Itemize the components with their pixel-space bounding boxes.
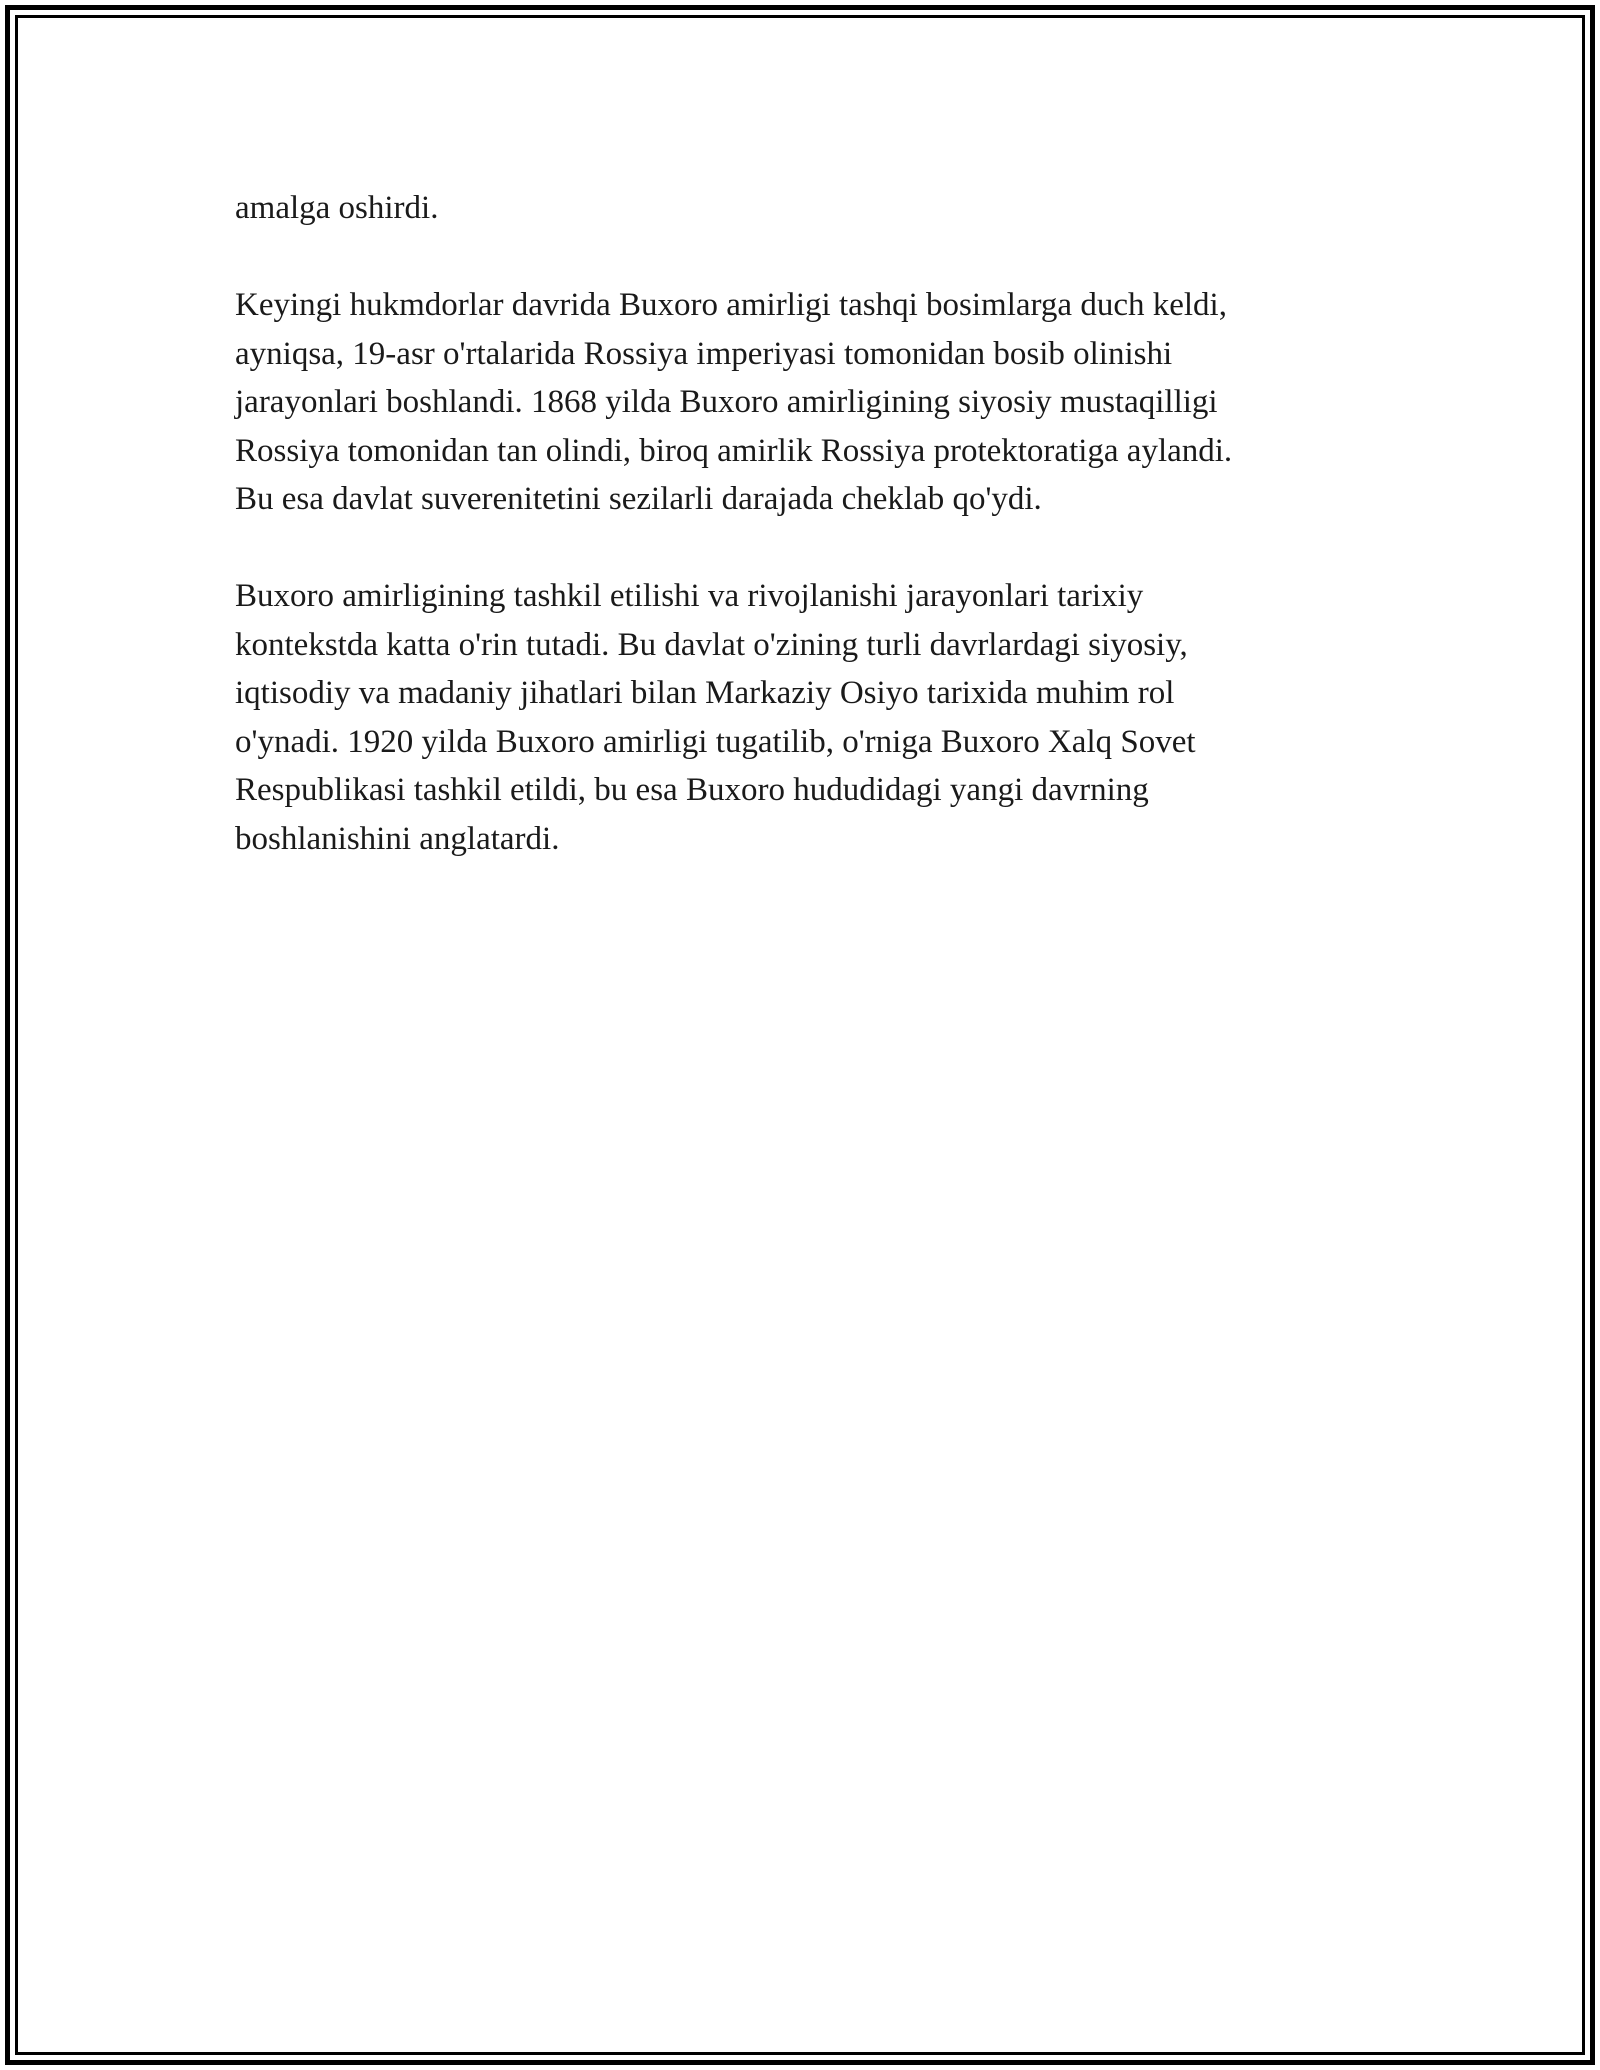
text-line: iqtisodiy va madaniy jihatlari bilan Markaziy Osiyo tarixida muhim rol bbox=[235, 675, 1175, 711]
text-line: Rossiya tomonidan tan olindi, biroq amirlik Rossiya protektoratiga aylandi. bbox=[235, 432, 1233, 469]
text-line: kontekstda katta o'rin tutadi. Bu davlat o'zining turli davrlardagi siyosiy, bbox=[235, 626, 1188, 663]
text-line: jarayonlari boshlandi. 1868 yilda Buxoro amirligining siyosiy mustaqilligi bbox=[235, 384, 1218, 420]
text-line: Bu esa davlat suverenitetini sezilarli darajada cheklab qo'ydi. bbox=[235, 481, 1042, 517]
text-line: o'ynadi. 1920 yilda Buxoro amirligi tugatilib, o'rniga Buxoro Xalq Sovet bbox=[235, 723, 1196, 760]
text-line: Buxoro amirligining tashkil etilishi va rivojlanishi jarayonlari tarixiy bbox=[235, 578, 1144, 614]
text-line: Respublikasi tashkil etildi, bu esa Buxoro hududidagi yangi davrning bbox=[235, 772, 1149, 808]
paragraph-external-pressure bbox=[235, 281, 1365, 524]
document-body bbox=[235, 184, 1365, 912]
text-line: boshlanishini anglatardi. bbox=[235, 820, 560, 857]
paragraph-historical-context bbox=[235, 572, 1365, 863]
paragraph-continuation bbox=[235, 184, 1365, 233]
text-line: Keyingi hukmdorlar davrida Buxoro amirligi tashqi bosimlarga duch keldi, bbox=[235, 287, 1227, 323]
text-line: ayniqsa, 19-asr o'rtalarida Rossiya imperiyasi tomonidan bosib olinishi bbox=[235, 335, 1173, 372]
text-line: amalga oshirdi. bbox=[235, 190, 439, 226]
